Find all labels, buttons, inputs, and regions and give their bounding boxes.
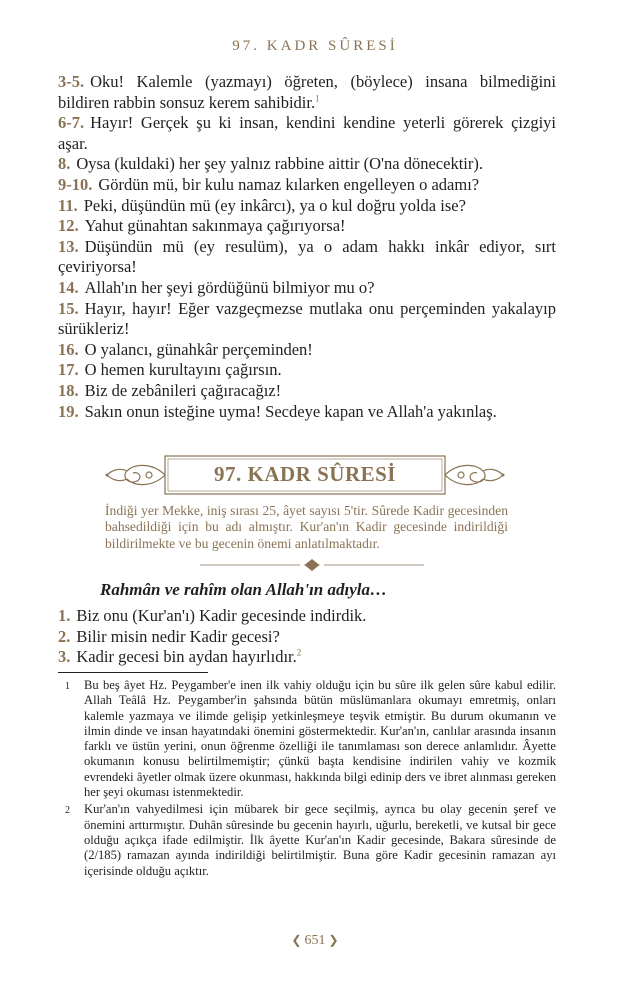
verse-number: 8. <box>58 154 71 174</box>
verse-number: 15. <box>58 298 79 318</box>
verse-text: Allah'ın her şeyi gördüğünü bilmiyor mu o? <box>84 277 375 297</box>
verse <box>58 402 556 423</box>
verse <box>58 381 556 402</box>
surah-title: 97. KADR SÛRESİ <box>214 462 396 486</box>
verse <box>58 72 556 113</box>
verse-text: Hayır, hayır! Eğer vazgeçmezse mutlaka onu perçeminden yakalayıp sürükleriz! <box>58 298 556 339</box>
verse-number: 6-7. <box>58 113 85 133</box>
verse-number: 3. <box>58 647 71 667</box>
footnotes <box>58 678 556 881</box>
verse-number: 11. <box>58 195 78 215</box>
verse-number: 18. <box>58 380 79 400</box>
verse-text: Hayır! Gerçek şu ki insan, kendini kendine yeterli görerek çizgiyi aşar. <box>58 113 556 153</box>
running-head: 97. KADR SÛRESİ <box>232 38 398 54</box>
verse <box>58 175 556 196</box>
footnote-text: Kur'an'ın vahyedilmesi için mübarek bir gece seçilmiş, ayrıca bu olay gecenin şeref ve önemini arttırmıştır. Duhân sûresinde bu gecenin hayırlı, uğurlu, bereketli, ve kutsal bir gece olduğu açıkça ifade edilmiştir. İlk âyette Kur'an'ın Kadir gecesinde, Bakara sûresinde de (2/185) ramazan ayında indirildiği belirtilmiştir. Buna göre Kadir gecesinin ramazan ayı içerisinde olduğu açıktır. <box>84 802 556 878</box>
right-bracket-ornament-icon: ❯ <box>328 933 339 947</box>
verse-number: 9-10. <box>58 174 93 194</box>
verse-number: 1. <box>58 606 71 625</box>
footnote-text: Bu beş âyet Hz. Peygamber'e inen ilk vahiy olduğu için bu sûre ilk gelen sûre kabul edilir. Allah Teâlâ Hz. Peygamber'in şahsında bütün müslümanlara okumayı emretmiş, onları kalemle yazmaya ve ilimde gelişip yetkinleşmeye teşvik etmiştir. Bu durum okumanın ve ilmin dinde ve insan hayatındaki önemini göstermektedir. Kur'an'ın, canlılar arasında insanın farklı ve üstün yerini, onun öğrenme özelliği ile tanımlaması son derece anlamlıdır. Âyette okumanın konusu belirtilmemiştir; çünkü başta kendisine indirilen vahiy ve kozmik evrendeki âyetler olmak üzere okunması, hakkında bilgi edinip ders ve ibret alınması gereken her şeyi okuması istenmektedir. <box>84 678 556 800</box>
verse <box>58 606 556 627</box>
footnote-number: 1 <box>65 681 70 692</box>
surah-intro: İndiği yer Mekke, iniş sırası 25, âyet sayısı 5'tir. Sûrede Kadir gecesinden bahsedildiği için bu adı almıştır. Kur'an'ın Kadir gecesinde indirildiği bildirilmekte ve bu gecenin önemi anlatılmaktadır. <box>105 503 508 551</box>
verse-text: O hemen kurultayını çağırsın. <box>84 360 282 380</box>
page-number <box>0 933 630 949</box>
verse <box>58 154 556 175</box>
verse-text: Sakın onun isteğine uyma! Secdeye kapan ve Allah'a yakınlaş. <box>84 401 497 421</box>
footnote-marker[interactable]: 2 <box>296 647 302 658</box>
footnote-marker[interactable]: 1 <box>315 93 320 104</box>
verse <box>58 627 556 648</box>
ornament-divider-icon <box>200 559 424 571</box>
verse-text: Biz onu (Kur'an'ı) Kadir gecesinde indirdik. <box>76 606 367 625</box>
verse-text: Düşündün mü (ey resulüm), ya o adam hakkı inkâr ediyor, sırt çeviriyorsa! <box>58 236 556 277</box>
verse-number: 2. <box>58 626 71 646</box>
page-number-text: 651 <box>304 933 326 948</box>
verse-text: Biz de zebânileri çağıracağız! <box>84 380 282 400</box>
footnote <box>58 678 556 800</box>
verse-number: 14. <box>58 277 79 297</box>
footnote-rule <box>58 672 208 673</box>
verse-number: 13. <box>58 236 79 256</box>
verse-text: Bilir misin nedir Kadir gecesi? <box>76 626 280 646</box>
basmala: Rahmân ve rahîm olan Allah'ın adıyla… <box>100 580 388 599</box>
verse <box>58 647 556 668</box>
verse <box>58 299 556 340</box>
verse <box>58 360 556 381</box>
verse-text: Kadir gecesi bin aydan hayırlıdır. <box>76 647 297 667</box>
verse-text: Peki, düşündün mü (ey inkârcı), ya o kul doğru yolda ise? <box>83 195 466 215</box>
verse <box>58 340 556 361</box>
verse <box>58 237 556 278</box>
verse-text: Yahut günahtan sakınmaya çağırıyorsa! <box>84 216 346 236</box>
verse <box>58 216 556 237</box>
verse-number: 19. <box>58 401 79 421</box>
verse-number: 17. <box>58 360 79 380</box>
verse <box>58 278 556 299</box>
surah-title-frame <box>105 453 505 497</box>
verse-text: O yalancı, günahkâr perçeminden! <box>84 339 313 359</box>
footnote-number: 2 <box>65 805 70 817</box>
verse <box>58 196 556 217</box>
verse-text: Oku! Kalemle (yazmayı) öğreten, (böylece) insana bilmediğini bildiren rabbin sonsuz kerem sahibidir. <box>58 72 556 112</box>
verse-text: Gördün mü, bir kulu namaz kılarken engelleyen o adamı? <box>98 174 480 194</box>
left-bracket-ornament-icon: ❮ <box>291 933 302 947</box>
verse-number: 3-5. <box>58 72 85 91</box>
verse-number: 16. <box>58 339 79 359</box>
verse-number: 12. <box>58 216 79 236</box>
footnote <box>58 802 556 878</box>
verses-top <box>58 72 556 422</box>
verse-text: Oysa (kuldaki) her şey yalnız rabbine aittir (O'na dönecektir). <box>76 154 483 174</box>
verses-bottom <box>58 606 556 668</box>
verse <box>58 113 556 154</box>
